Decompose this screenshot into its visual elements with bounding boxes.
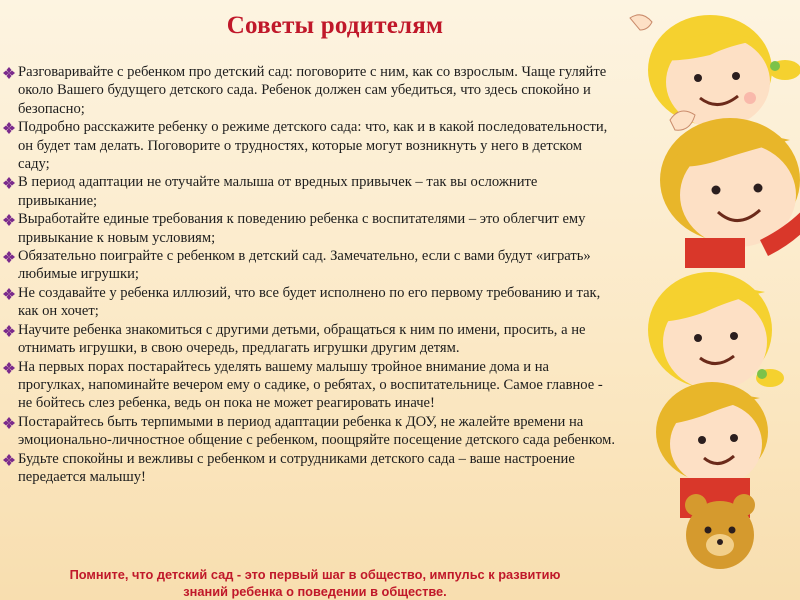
list-item <box>6 173 616 210</box>
diamond-bullet-icon <box>2 121 16 135</box>
tip-text: Выработайте единые требования к поведению ребенка с воспитателями – это облегчит ему привыкание к новым условиям; <box>18 211 586 246</box>
child-face-icon <box>648 272 784 390</box>
tip-text: Будьте спокойны и вежливы с ребенком и сотрудниками детского сада – ваше настроение передается малышу! <box>18 450 575 485</box>
diamond-bullet-icon <box>2 250 16 264</box>
diamond-bullet-icon <box>2 453 16 467</box>
list-item <box>6 321 616 358</box>
diamond-bullet-icon <box>2 287 16 301</box>
tip-text: В период адаптации не отучайте малыша от вредных привычек – так вы осложните привыкание; <box>18 174 538 209</box>
tip-text: Постарайтесь быть терпимыми в период адаптации ребенка к ДОУ, не жалейте времени на эмоционально-личностное общение с ребенком, поощряйте посещение детского сада ребенком. <box>18 413 615 449</box>
tip-text: Разговаривайте с ребенком про детский сад: поговорите с ним, как со взрослым. Чаще гуляйте около Вашего будущего детского сада. Ребенок должен сам убедиться, что здесь спокойно и безопасно; <box>18 64 607 117</box>
tips-list <box>6 63 616 486</box>
diamond-bullet-icon <box>2 66 16 80</box>
list-item <box>6 358 616 413</box>
list-item <box>6 284 616 321</box>
tip-text: На первых порах постарайтесь уделять вашему малышу тройное внимание дома и на прогулках, напоминайте вечером ему о садике, о ребятах, о воспитательнице. Самое главное - не бойтесь слез ребенка, ведь он пока не может реагировать иначе! <box>18 358 603 412</box>
footer-note <box>0 566 630 600</box>
diamond-bullet-icon <box>2 416 16 430</box>
diamond-bullet-icon <box>2 213 16 227</box>
tip-text: Подробно расскажите ребенку о режиме детского сада: что, как и в какой последовательности, он будет там делать. Поговорите о трудностях, которые могут возникнуть у него в детском саду; <box>18 119 608 173</box>
page-title: Советы родителям <box>226 12 444 39</box>
teddy-bear-icon <box>685 494 755 569</box>
child-face-icon <box>630 15 800 130</box>
footer-line-2: знаний ребенка о поведении в обществе. <box>183 584 447 599</box>
list-item <box>6 118 616 173</box>
diamond-bullet-icon <box>2 324 16 338</box>
tip-text: Обязательно поиграйте с ребенком в детский сад. Замечательно, если с вами будут «играть» любимые игрушки; <box>18 248 591 283</box>
tip-text: Не создавайте у ребенка иллюзий, что все будет исполнено по его первому требованию и так, как он хочет; <box>18 284 601 320</box>
list-item <box>6 247 616 284</box>
diamond-bullet-icon <box>2 361 16 375</box>
footer-line-1: Помните, что детский сад - это первый шаг в общество, импульс к развитию <box>69 567 561 582</box>
peeking-children-illustration <box>600 0 800 600</box>
diamond-bullet-icon <box>2 176 16 190</box>
list-item <box>6 413 616 450</box>
list-item <box>6 210 616 247</box>
tip-text: Научите ребенка знакомиться с другими детьми, обращаться к ним по имени, просить, а не отнимать игрушки, в свою очередь, предлагать игрушки другим детям. <box>18 321 586 357</box>
list-item <box>6 63 616 118</box>
child-face-icon <box>660 118 800 268</box>
list-item <box>6 450 616 487</box>
